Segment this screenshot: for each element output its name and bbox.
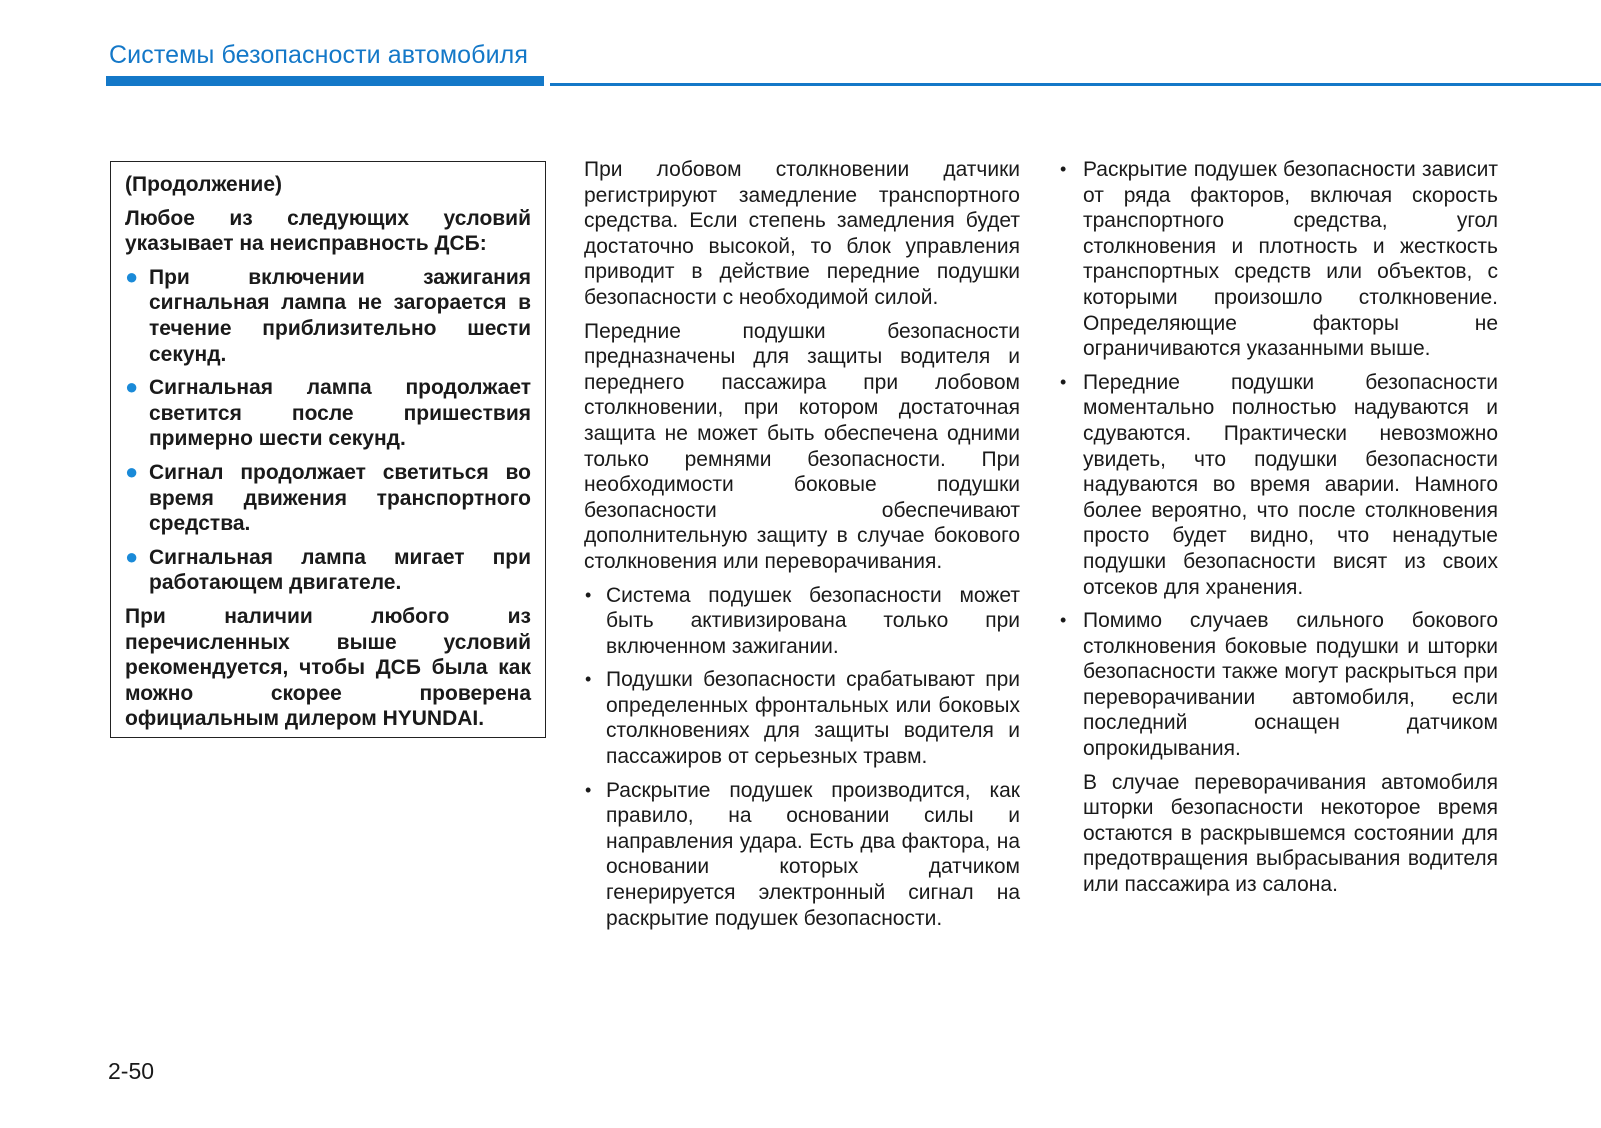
page-number: 2-50 [108,1058,155,1084]
list-item: • Раскрытие подушек производится, как правило, на основании силы и направления удара. Есть два фактора, на основании которых датчиком генерируется электронный сигнал на раскрытие подушек безопасности. [585,778,1020,930]
header-rule [550,83,1601,86]
list-item: • Раскрытие подушек безопасности зависит от ряда факторов, включая скорость транспортного средства, угол столкновения и плотность и жесткость транспортных средств или объектов, с которыми произошло столкновение. Определяющие факторы не ограничиваются указанными выше. [1060,158,1498,361]
paragraph: При лобовом столкновении датчики регистрируют замедление транспортного средства. Если степень замедления будет достаточно высокой, то блок управления приводит в действие передние подушки безопасности с необходимой силой. [584,158,1020,309]
warning-box [110,161,546,738]
bullet-icon: • [585,584,592,605]
bullet-icon: ● [125,458,139,484]
warning-item: ● Сигнальная лампа мигает при работающем двигателе. [125,543,531,595]
column-middle [584,157,1020,939]
paragraph: Передние подушки безопасности предназначены для защиты водителя и переднего пассажира при лобовом столкновении, при котором достаточная защита не может быть обеспечена одними только ремнями безопасности. При необходимости боковые подушки безопасности обеспечивают дополнительную защиту в случае бокового столкновения или переворачивания. [584,319,1020,573]
bullet-icon: • [1060,159,1067,179]
warning-list [125,265,531,596]
list-item: • Помимо случаев сильного бокового столкновения боковые подушки и шторки безопасности также могут раскрыться при переворачивании автомобиля, если последний оснащен датчиком опрокидывания. [1060,609,1498,761]
warning-item: ● Сигнал продолжает светиться во время движения транспортного средства. [125,458,531,536]
paragraph: В случае переворачивания автомобиля шторки безопасности некоторое время остаются в раскрывшемся состоянии для предотвращения выбрасывания водителя или пассажира из салона. [1083,770,1498,897]
list-item: • Система подушек безопасности может быть активизирована только при включенном зажигании. [585,583,1020,658]
bullet-icon: ● [125,543,139,569]
bullet-icon: • [1060,371,1067,392]
column-right [1059,157,1498,906]
bullet-icon: ● [125,374,139,400]
bullet-icon: • [585,669,592,690]
section-title: Системы безопасности автомобиля [109,41,528,69]
bullet-icon: ● [125,263,139,289]
warning-item: ● Сигнальная лампа продолжает светится после пришествия примерно шести секунд. [125,374,531,451]
bullet-icon: • [585,779,592,800]
list-item: • Подушки безопасности срабатывают при определенных фронтальных или боковых столкновениях для защиты водителя и пассажиров от серьезных травм. [585,668,1020,769]
bullet-list [1059,157,1498,762]
warning-item: ● При включении зажигания сигнальная лампа не загорается в течение приблизительно шести секунд. [125,263,531,366]
header-accent-bar [106,76,544,86]
list-item: • Передние подушки безопасности моментально полностью надуваются и сдуваются. Практически невозможно увидеть, что подушки безопасности надуваются во время аварии. Намного более вероятно, что после столкновения просто будет видно, что ненадутые подушки безопасности висят из своих отсеков для хранения. [1060,370,1498,599]
warning-heading: (Продолжение) [125,173,282,196]
bullet-icon: • [1060,610,1067,631]
warning-conclusion: При наличии любого из перечисленных выше условий рекомендуется, чтобы ДСБ была как можно скорее проверена официальным дилером HYUNDAI. [125,604,531,731]
bullet-list [584,583,1020,932]
warning-intro: Любое из следующих условий указывает на неисправность ДСБ: [125,206,531,256]
